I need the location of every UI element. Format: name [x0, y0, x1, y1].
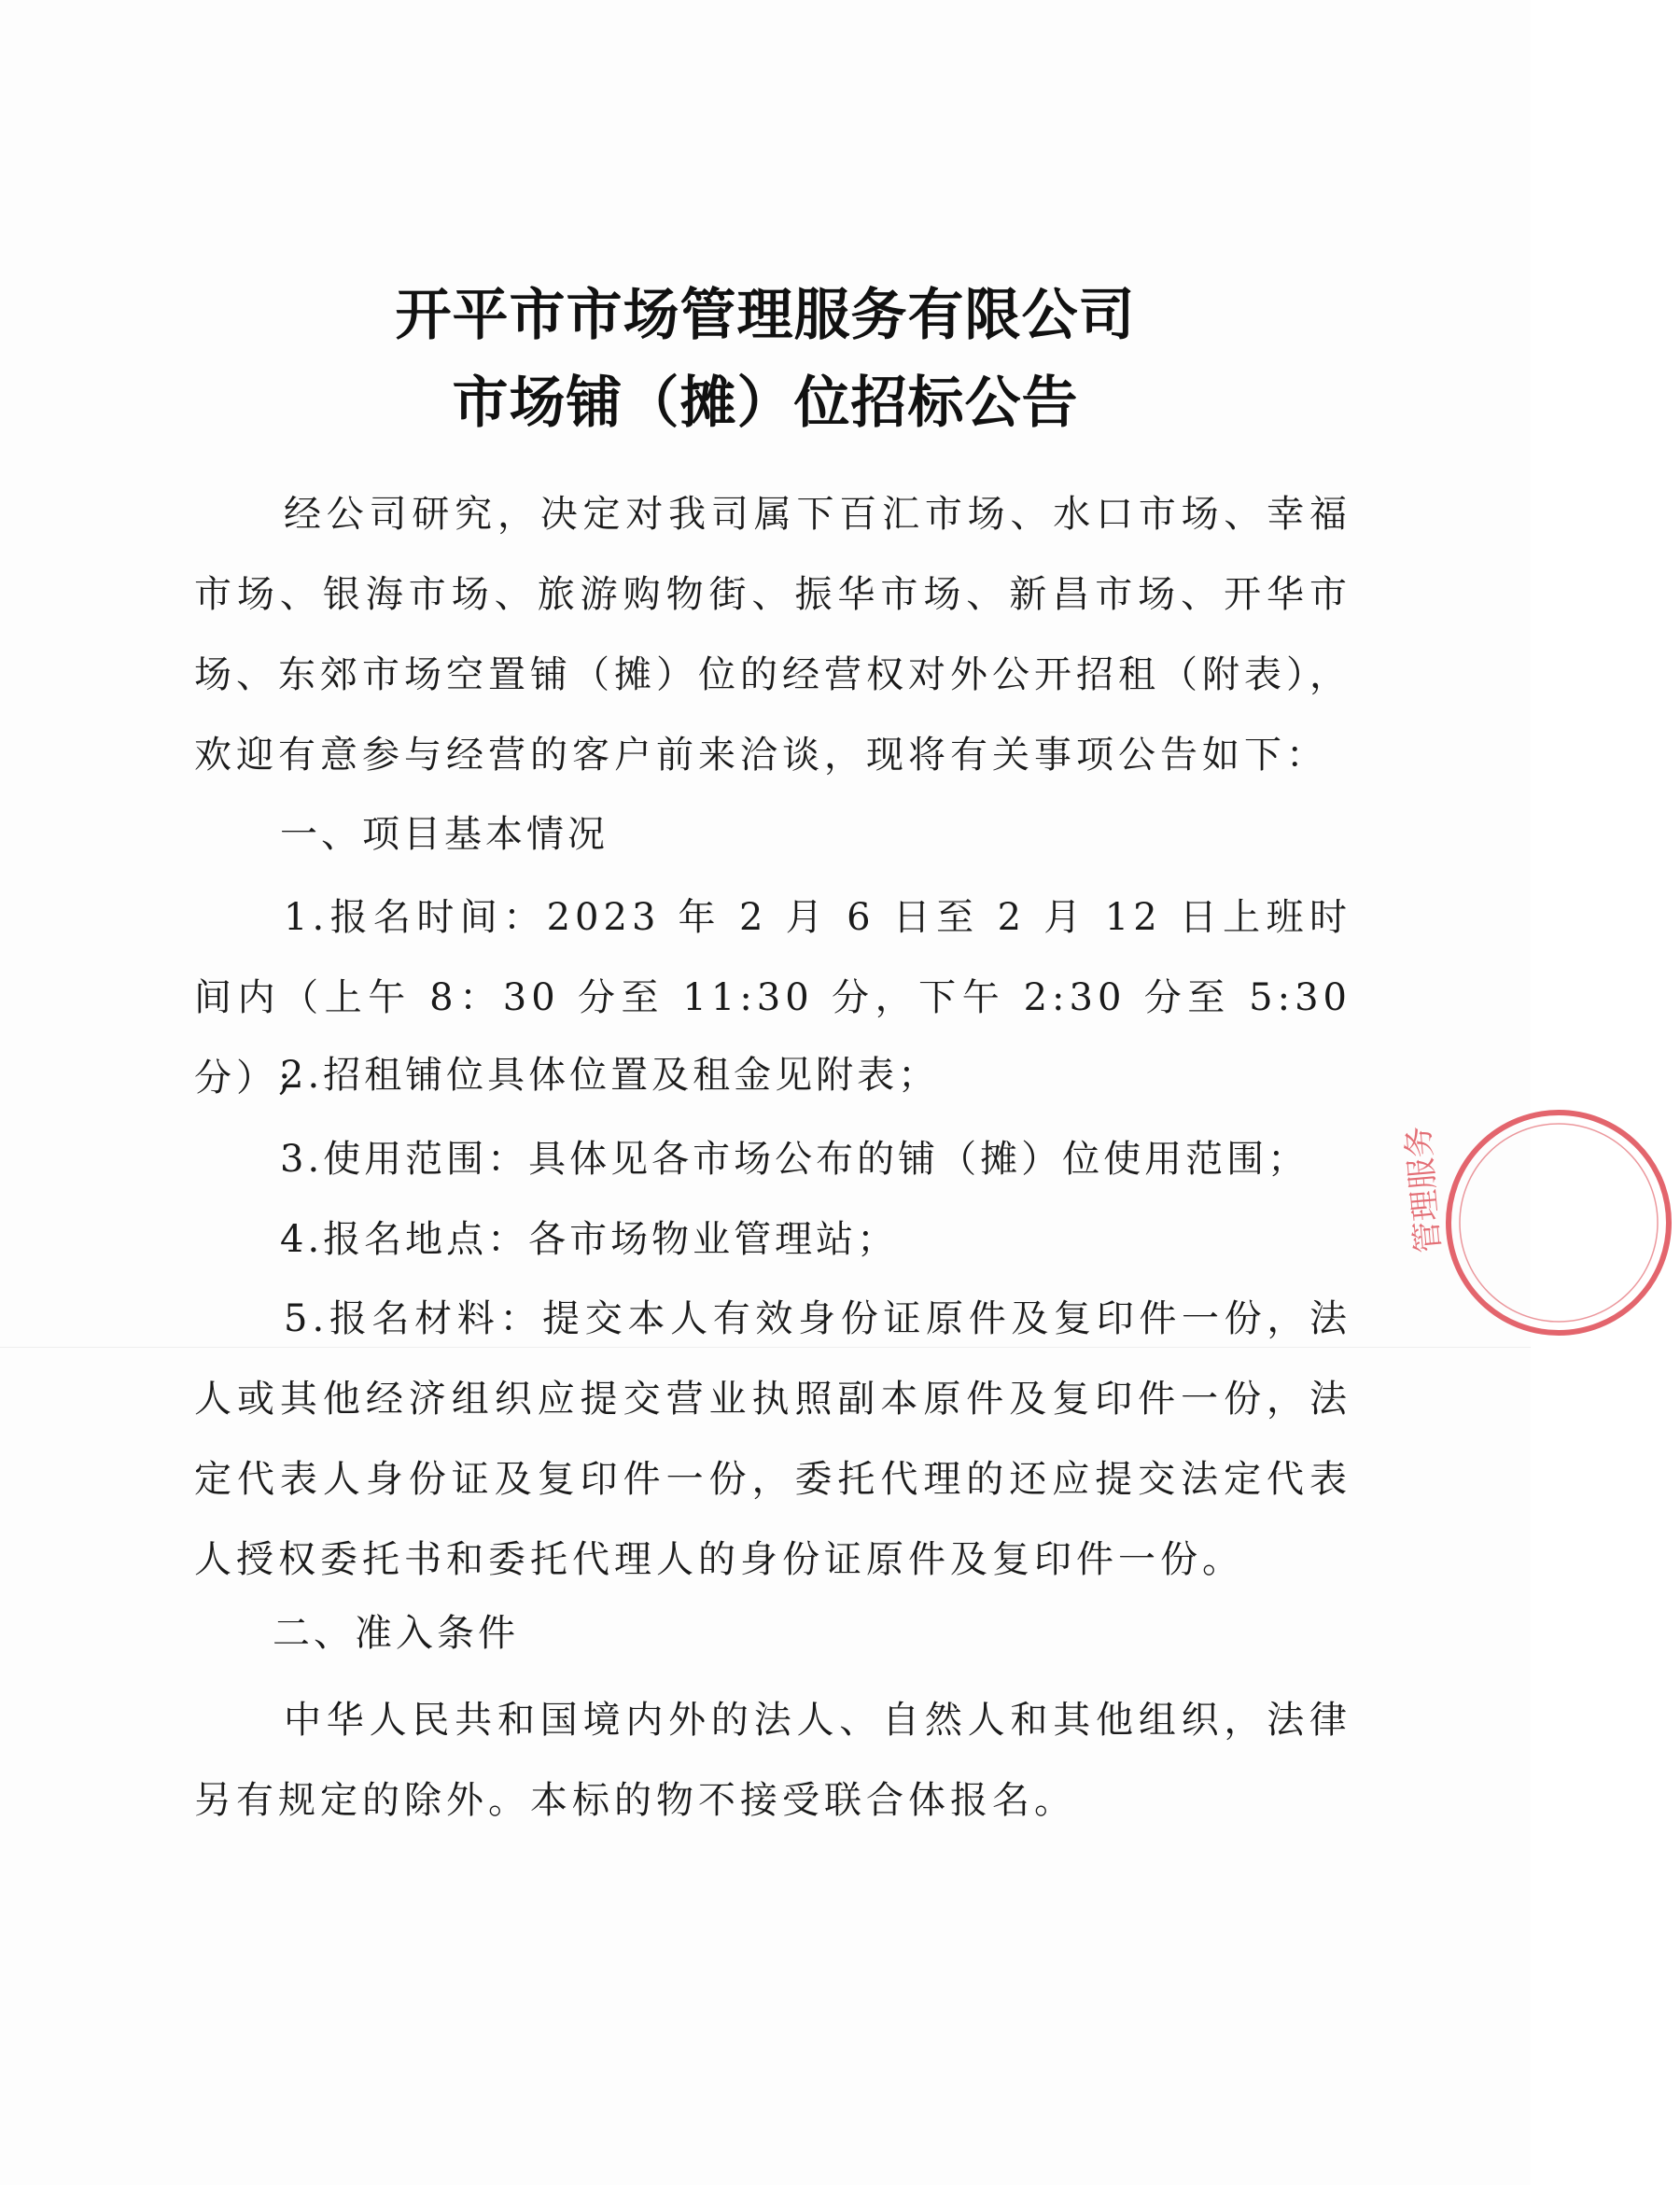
seal-text: 管理服务	[1399, 1124, 1449, 1254]
section1-heading: 一、项目基本情况	[280, 813, 609, 856]
company-seal-stamp	[1399, 1101, 1680, 1344]
document-title-line1: 开平市市场管理服务有限公司	[395, 283, 1136, 348]
section2-heading: 二、准入条件	[273, 1612, 519, 1655]
section1-item4: 4.报名地点：各市场物业管理站；	[280, 1218, 899, 1261]
section1-item1: 1.报名时间：2023 年 2 月 6 日至 2 月 12 日上班时间内（上午 8：30 分至 11:30 分，下午 2:30 分至 5:30 分）;	[194, 896, 1351, 1100]
section1-item2: 2.招租铺位具体位置及租金见附表；	[280, 1054, 940, 1097]
document-title-line2: 市场铺（摊）位招标公告	[452, 371, 1079, 436]
section1-item5: 5.报名材料：提交本人有效身份证原件及复印件一份，法人或其他经济组织应提交营业执照副本原件及复印件一份，法定代表人身份证及复印件一份，委托代理的还应提交法定代表人授权委托书和委托代理人的身份证原件及复印件一份。	[194, 1297, 1351, 1581]
intro-paragraph: 经公司研究，决定对我司属下百汇市场、水口市场、幸福市场、银海市场、旅游购物街、振华市场、新昌市场、开华市场、东郊市场空置铺（摊）位的经营权对外公开招租（附表），欢迎有意参与经营的客户前来洽谈，现将有关事项公告如下：	[194, 493, 1351, 777]
section1-item3: 3.使用范围：具体见各市场公布的铺（摊）位使用范围；	[280, 1138, 1309, 1181]
section2-body: 中华人民共和国境内外的法人、自然人和其他组织，法律另有规定的除外。本标的物不接受联合体报名。	[194, 1699, 1351, 1822]
